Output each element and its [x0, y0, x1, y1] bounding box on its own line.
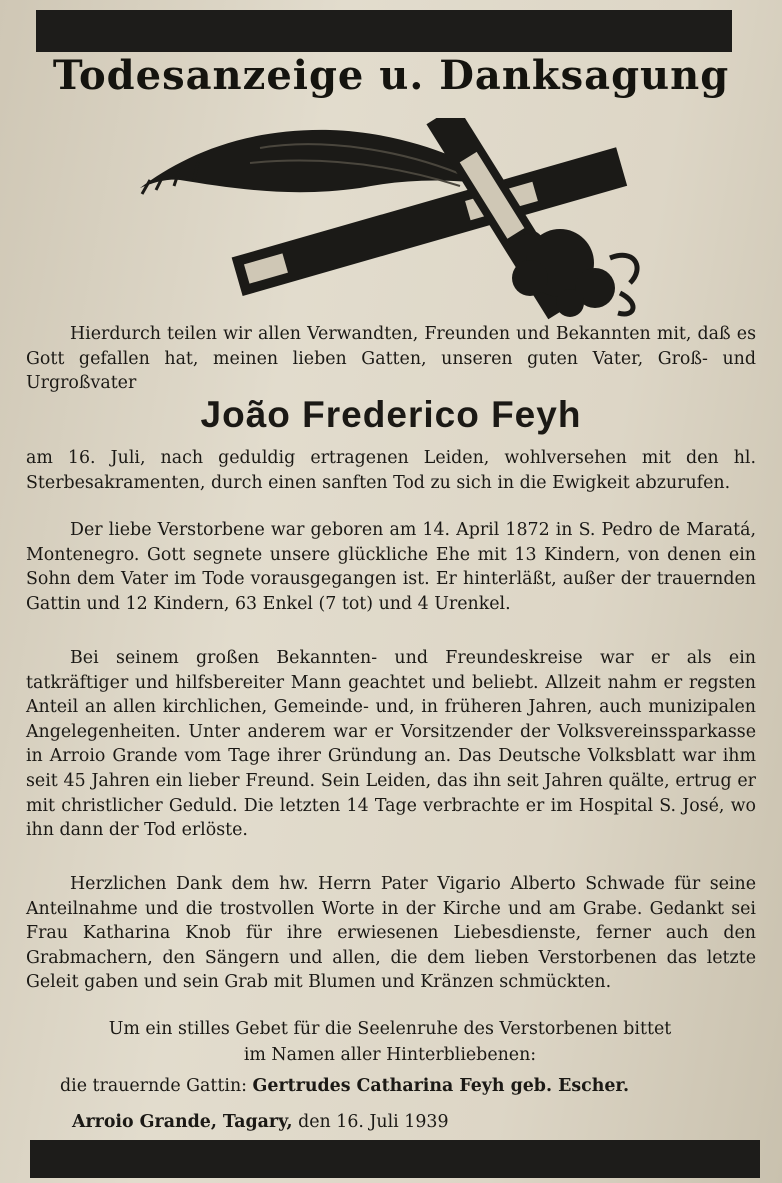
thanks-text: Herzlichen Dank dem hw. Herrn Pater Vigario Alberto Schwade für seine Anteilnahme und die trostvollen Worte in der Kirche und am Grabe. Gedankt sei Frau Katharina Knob für ihre erwiesenen Liebesdienste, ferner auch den Grabmachern, den Sängern und allen, die dem lieben Verstorbenen das letzte Geleit gaben und sein Grab mit Blumen und Kränzen schmückten.: [26, 874, 756, 993]
signature: [60, 1076, 760, 1096]
cross-palm-flowers-icon: [140, 118, 660, 323]
closing-request: [40, 1016, 740, 1068]
top-rule: [36, 10, 732, 52]
bottom-rule: [30, 1140, 760, 1178]
paragraph-character: [26, 646, 756, 843]
deceased-name: João Frederico Feyh: [200, 394, 582, 435]
place-date: [72, 1112, 672, 1132]
paragraph-biography: [26, 518, 756, 616]
paragraph-thanks: [26, 872, 756, 995]
notice-heading: Todesanzeige u. Danksagung: [52, 52, 730, 99]
signature-name: Gertrudes Catharina Feyh geb. Escher.: [252, 1076, 630, 1096]
paragraph-death: am 16. Juli, nach geduldig ertragenen Leiden, wohlversehen mit den hl. Sterbesakramenten, durch einen sanften Tod zu sich in die Ewigkeit abzurufen.: [26, 448, 756, 493]
closing-line-1: Um ein stilles Gebet für die Seelenruhe des Verstorbenen bittet: [108, 1019, 672, 1039]
date: den 16. Juli 1939: [298, 1112, 449, 1132]
character-text: Bei seinem großen Bekannten- und Freundeskreise war er als ein tatkräftiger und hilfsbereiter Mann geachtet und beliebt. Allzeit nahm er regsten Anteil an allen kirchlichen, Gemeinde- und, in früheren Jahren, auch munizipalen Angelegenheiten. Unter anderem war er Vorsitzender der Volksvereinssparkasse in Arroio Grande vom Tage ihrer Gründung an. Das Deutsche Volksblatt war ihm seit 45 Jahren ein lieber Freund. Sein Leiden, das ihn seit Jahren quälte, ertrug er mit christlicher Geduld. Die letzten 14 Tage verbrachte er im Hospital S. José, wo ihn dann der Tod erlöste.: [26, 648, 756, 841]
intro-paragraph: [26, 322, 756, 396]
signature-prefix: die trauernde Gattin:: [60, 1076, 248, 1096]
biography-text: Der liebe Verstorbene war geboren am 14. April 1872 in S. Pedro de Maratá, Montenegro. Gott segnete unsere glückliche Ehe mit 13 Kindern, von denen ein Sohn dem Vater im Tode vorausgegangen ist. Er hinterläßt, außer der trauernden Gattin und 12 Kindern, 63 Enkel (7 tot) und 4 Urenkel.: [26, 520, 756, 614]
intro-text: Hierdurch teilen wir allen Verwandten, Freunden und Bekannten mit, daß es Gott gefallen hat, meinen lieben Gatten, unseren guten Vater, Groß- und Urgroßvater: [26, 324, 756, 394]
place: Arroio Grande, Tagary,: [72, 1112, 293, 1132]
closing-line-2: im Namen aller Hinterbliebenen:: [243, 1045, 537, 1065]
